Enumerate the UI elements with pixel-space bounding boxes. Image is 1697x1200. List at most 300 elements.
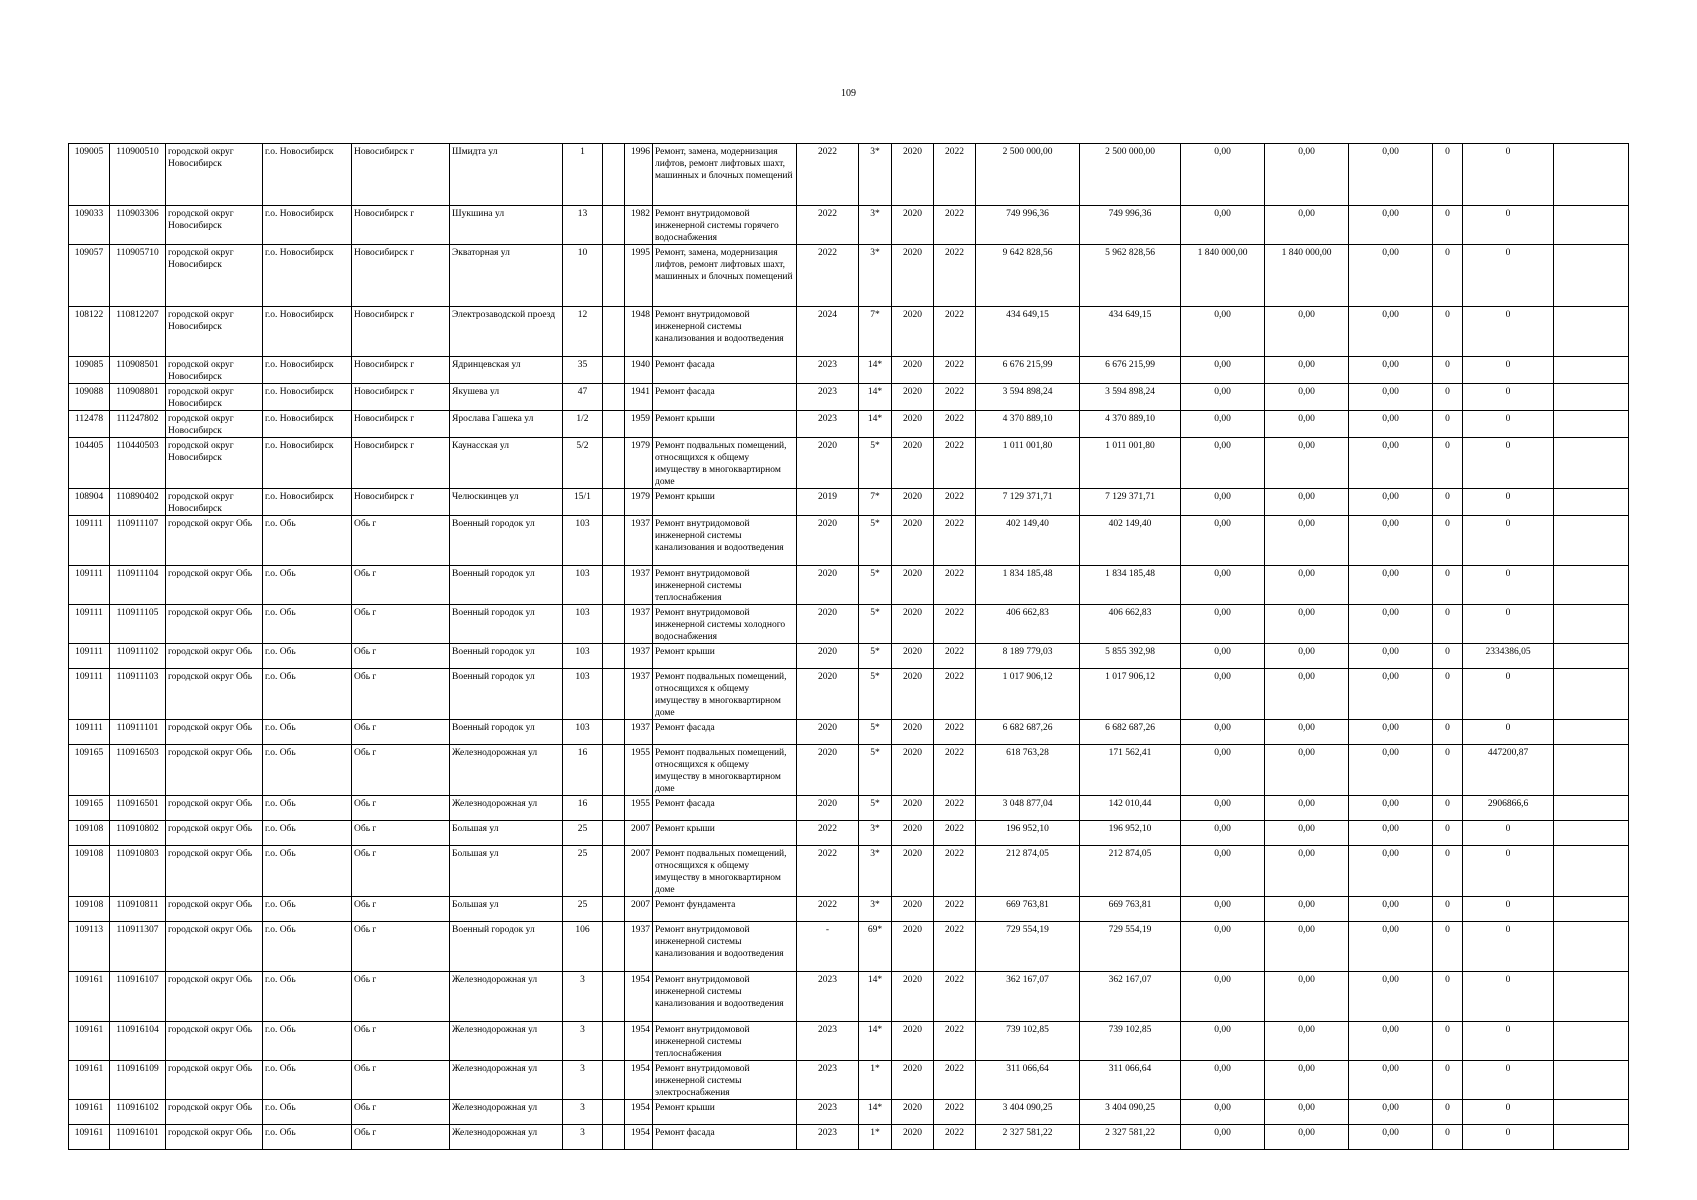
row-value-1: 0,00 — [1181, 206, 1265, 245]
row-value-3: 0,00 — [1349, 922, 1433, 972]
row-start-year: 2020 — [892, 1100, 934, 1125]
row-code: 111247802 — [110, 411, 166, 438]
row-extra — [603, 566, 625, 605]
row-value-2: 0,00 — [1265, 972, 1349, 1022]
row-total-cost: 402 149,40 — [976, 516, 1080, 566]
row-code: 110910802 — [110, 821, 166, 846]
row-plan-year: 2020 — [797, 605, 859, 644]
row-value-6 — [1554, 411, 1629, 438]
row-end-year: 2022 — [934, 720, 976, 745]
row-value-3: 0,00 — [1349, 516, 1433, 566]
row-value-4: 0 — [1433, 644, 1463, 669]
row-id: 109161 — [69, 1100, 110, 1125]
row-work-type: Ремонт фасада — [653, 384, 797, 411]
row-total-cost: 311 066,64 — [976, 1061, 1080, 1100]
row-value-3: 0,00 — [1349, 489, 1433, 516]
row-year-built: 1979 — [625, 489, 653, 516]
row-settlement: Новосибирск г — [352, 384, 450, 411]
row-street: Каунасская ул — [450, 438, 563, 489]
row-fund-cost: 362 167,07 — [1080, 972, 1181, 1022]
row-extra — [603, 720, 625, 745]
row-settlement: Обь г — [352, 1022, 450, 1061]
row-work-type: Ремонт фасада — [653, 796, 797, 821]
row-value-4: 0 — [1433, 745, 1463, 796]
row-id: 109033 — [69, 206, 110, 245]
row-code: 110916102 — [110, 1100, 166, 1125]
row-value-4: 0 — [1433, 1061, 1463, 1100]
row-extra — [603, 796, 625, 821]
row-value-5: 0 — [1463, 972, 1554, 1022]
row-house: 3 — [563, 972, 603, 1022]
row-value-4: 0 — [1433, 206, 1463, 245]
row-value-4: 0 — [1433, 669, 1463, 720]
row-value-5: 0 — [1463, 1061, 1554, 1100]
table-row — [69, 846, 1629, 897]
row-id: 109005 — [69, 144, 110, 206]
row-end-year: 2022 — [934, 1061, 976, 1100]
row-value-6 — [1554, 796, 1629, 821]
row-value-5: 2906866,6 — [1463, 796, 1554, 821]
row-id: 109108 — [69, 821, 110, 846]
row-house: 3 — [563, 1022, 603, 1061]
row-start-year: 2020 — [892, 411, 934, 438]
row-total-cost: 196 952,10 — [976, 821, 1080, 846]
row-fund-cost: 729 554,19 — [1080, 922, 1181, 972]
row-extra — [603, 1100, 625, 1125]
row-end-year: 2022 — [934, 897, 976, 922]
row-plan-year: 2020 — [797, 669, 859, 720]
row-house: 25 — [563, 846, 603, 897]
row-total-cost: 6 682 687,26 — [976, 720, 1080, 745]
row-value-4: 0 — [1433, 720, 1463, 745]
row-end-year: 2022 — [934, 644, 976, 669]
row-value-3: 0,00 — [1349, 438, 1433, 489]
row-year-built: 1937 — [625, 566, 653, 605]
row-street: Большая ул — [450, 897, 563, 922]
table-row — [69, 1100, 1629, 1125]
row-street: Военный городок ул — [450, 605, 563, 644]
row-value-6 — [1554, 357, 1629, 384]
row-house: 1/2 — [563, 411, 603, 438]
row-id: 109161 — [69, 972, 110, 1022]
row-value-6 — [1554, 1061, 1629, 1100]
row-street: Большая ул — [450, 821, 563, 846]
row-district: г.о. Новосибирск — [263, 438, 352, 489]
row-municipality: городской округ Обь — [166, 1061, 263, 1100]
row-house: 103 — [563, 669, 603, 720]
row-district: г.о. Новосибирск — [263, 357, 352, 384]
row-category: 14* — [859, 972, 892, 1022]
row-value-1: 0,00 — [1181, 922, 1265, 972]
row-work-type: Ремонт крыши — [653, 489, 797, 516]
table-row — [69, 516, 1629, 566]
row-code: 110916107 — [110, 972, 166, 1022]
row-year-built: 1940 — [625, 357, 653, 384]
row-value-5: 0 — [1463, 357, 1554, 384]
row-value-2: 1 840 000,00 — [1265, 245, 1349, 307]
row-start-year: 2020 — [892, 796, 934, 821]
row-fund-cost: 739 102,85 — [1080, 1022, 1181, 1061]
row-extra — [603, 821, 625, 846]
table-row — [69, 307, 1629, 357]
table-row — [69, 384, 1629, 411]
row-category: 5* — [859, 516, 892, 566]
row-value-2: 0,00 — [1265, 796, 1349, 821]
row-value-1: 0,00 — [1181, 566, 1265, 605]
row-value-4: 0 — [1433, 411, 1463, 438]
table-row — [69, 1061, 1629, 1100]
table-row — [69, 897, 1629, 922]
row-street: Ядринцевская ул — [450, 357, 563, 384]
row-district: г.о. Новосибирск — [263, 245, 352, 307]
row-code: 110910803 — [110, 846, 166, 897]
row-id: 109111 — [69, 644, 110, 669]
row-id: 109057 — [69, 245, 110, 307]
row-start-year: 2020 — [892, 605, 934, 644]
row-value-6 — [1554, 1022, 1629, 1061]
row-total-cost: 749 996,36 — [976, 206, 1080, 245]
row-value-1: 0,00 — [1181, 1125, 1265, 1150]
row-code: 110903306 — [110, 206, 166, 245]
row-work-type: Ремонт фундамента — [653, 897, 797, 922]
row-value-5: 0 — [1463, 411, 1554, 438]
row-total-cost: 669 763,81 — [976, 897, 1080, 922]
row-work-type: Ремонт, замена, модернизация лифтов, ремонт лифтовых шахт, машинных и блочных помещений — [653, 245, 797, 307]
row-id: 109111 — [69, 516, 110, 566]
row-fund-cost: 1 834 185,48 — [1080, 566, 1181, 605]
row-id: 109108 — [69, 846, 110, 897]
row-year-built: 1954 — [625, 972, 653, 1022]
row-fund-cost: 6 676 215,99 — [1080, 357, 1181, 384]
row-settlement: Новосибирск г — [352, 206, 450, 245]
row-value-1: 0,00 — [1181, 438, 1265, 489]
row-category: 1* — [859, 1061, 892, 1100]
row-year-built: 1937 — [625, 516, 653, 566]
row-fund-cost: 434 649,15 — [1080, 307, 1181, 357]
row-house: 103 — [563, 720, 603, 745]
row-start-year: 2020 — [892, 897, 934, 922]
row-settlement: Новосибирск г — [352, 489, 450, 516]
row-year-built: 2007 — [625, 821, 653, 846]
row-value-5: 0 — [1463, 669, 1554, 720]
row-work-type: Ремонт подвальных помещений, относящихся к общему имуществу в многоквартирном доме — [653, 745, 797, 796]
row-code: 110911103 — [110, 669, 166, 720]
row-fund-cost: 1 017 906,12 — [1080, 669, 1181, 720]
row-house: 12 — [563, 307, 603, 357]
row-district: г.о. Обь — [263, 796, 352, 821]
row-value-5: 0 — [1463, 245, 1554, 307]
row-extra — [603, 1061, 625, 1100]
row-fund-cost: 3 404 090,25 — [1080, 1100, 1181, 1125]
row-value-3: 0,00 — [1349, 644, 1433, 669]
row-id: 108904 — [69, 489, 110, 516]
row-district: г.о. Новосибирск — [263, 144, 352, 206]
row-municipality: городской округ Новосибирск — [166, 438, 263, 489]
row-work-type: Ремонт крыши — [653, 821, 797, 846]
row-value-4: 0 — [1433, 922, 1463, 972]
row-municipality: городской округ Обь — [166, 1100, 263, 1125]
row-category: 3* — [859, 897, 892, 922]
row-code: 110905710 — [110, 245, 166, 307]
row-total-cost: 8 189 779,03 — [976, 644, 1080, 669]
row-value-6 — [1554, 605, 1629, 644]
row-value-6 — [1554, 144, 1629, 206]
row-value-6 — [1554, 206, 1629, 245]
row-value-3: 0,00 — [1349, 357, 1433, 384]
row-value-2: 0,00 — [1265, 206, 1349, 245]
row-id: 109165 — [69, 745, 110, 796]
row-street: Железнодорожная ул — [450, 745, 563, 796]
row-total-cost: 4 370 889,10 — [976, 411, 1080, 438]
row-district: г.о. Обь — [263, 972, 352, 1022]
row-fund-cost: 6 682 687,26 — [1080, 720, 1181, 745]
row-value-1: 0,00 — [1181, 1022, 1265, 1061]
row-district: г.о. Обь — [263, 669, 352, 720]
table-row — [69, 669, 1629, 720]
row-value-1: 0,00 — [1181, 144, 1265, 206]
row-plan-year: 2022 — [797, 144, 859, 206]
row-work-type: Ремонт внутридомовой инженерной системы канализования и водоотведения — [653, 922, 797, 972]
row-category: 5* — [859, 796, 892, 821]
row-house: 103 — [563, 644, 603, 669]
row-settlement: Обь г — [352, 644, 450, 669]
row-plan-year: 2020 — [797, 644, 859, 669]
row-end-year: 2022 — [934, 922, 976, 972]
row-value-6 — [1554, 566, 1629, 605]
row-value-1: 0,00 — [1181, 489, 1265, 516]
row-value-4: 0 — [1433, 516, 1463, 566]
row-extra — [603, 411, 625, 438]
row-start-year: 2020 — [892, 644, 934, 669]
row-total-cost: 2 327 581,22 — [976, 1125, 1080, 1150]
row-district: г.о. Обь — [263, 720, 352, 745]
row-end-year: 2022 — [934, 605, 976, 644]
row-settlement: Новосибирск г — [352, 438, 450, 489]
row-settlement: Обь г — [352, 605, 450, 644]
row-value-6 — [1554, 821, 1629, 846]
row-value-2: 0,00 — [1265, 720, 1349, 745]
row-category: 7* — [859, 489, 892, 516]
row-category: 3* — [859, 846, 892, 897]
row-value-2: 0,00 — [1265, 821, 1349, 846]
row-year-built: 1937 — [625, 720, 653, 745]
row-plan-year: 2020 — [797, 516, 859, 566]
row-house: 5/2 — [563, 438, 603, 489]
row-work-type: Ремонт внутридомовой инженерной системы электроснабжения — [653, 1061, 797, 1100]
row-id: 109085 — [69, 357, 110, 384]
row-municipality: городской округ Обь — [166, 644, 263, 669]
row-work-type: Ремонт, замена, модернизация лифтов, ремонт лифтовых шахт, машинных и блочных помещений — [653, 144, 797, 206]
row-value-1: 0,00 — [1181, 897, 1265, 922]
table-row — [69, 245, 1629, 307]
row-settlement: Новосибирск г — [352, 307, 450, 357]
row-house: 25 — [563, 897, 603, 922]
row-house: 47 — [563, 384, 603, 411]
row-value-1: 0,00 — [1181, 605, 1265, 644]
row-street: Железнодорожная ул — [450, 1022, 563, 1061]
row-municipality: городской округ Обь — [166, 516, 263, 566]
row-year-built: 1937 — [625, 669, 653, 720]
row-street: Железнодорожная ул — [450, 972, 563, 1022]
row-settlement: Обь г — [352, 1100, 450, 1125]
row-value-5: 0 — [1463, 489, 1554, 516]
row-value-1: 0,00 — [1181, 1061, 1265, 1100]
row-category: 14* — [859, 384, 892, 411]
row-id: 109161 — [69, 1061, 110, 1100]
row-value-6 — [1554, 1100, 1629, 1125]
row-value-5: 0 — [1463, 144, 1554, 206]
row-settlement: Обь г — [352, 796, 450, 821]
row-year-built: 1941 — [625, 384, 653, 411]
row-end-year: 2022 — [934, 846, 976, 897]
row-year-built: 1979 — [625, 438, 653, 489]
row-start-year: 2020 — [892, 972, 934, 1022]
row-category: 14* — [859, 357, 892, 384]
row-extra — [603, 307, 625, 357]
row-street: Железнодорожная ул — [450, 1061, 563, 1100]
row-category: 5* — [859, 438, 892, 489]
row-value-3: 0,00 — [1349, 566, 1433, 605]
row-total-cost: 1 834 185,48 — [976, 566, 1080, 605]
row-settlement: Новосибирск г — [352, 245, 450, 307]
row-fund-cost: 1 011 001,80 — [1080, 438, 1181, 489]
row-code: 110916104 — [110, 1022, 166, 1061]
row-year-built: 1954 — [625, 1022, 653, 1061]
row-value-5: 0 — [1463, 438, 1554, 489]
row-value-5: 0 — [1463, 1022, 1554, 1061]
row-total-cost: 212 874,05 — [976, 846, 1080, 897]
row-value-5: 0 — [1463, 307, 1554, 357]
row-start-year: 2020 — [892, 1061, 934, 1100]
row-id: 109108 — [69, 897, 110, 922]
row-extra — [603, 669, 625, 720]
row-value-2: 0,00 — [1265, 897, 1349, 922]
row-category: 3* — [859, 206, 892, 245]
row-municipality: городской округ Новосибирск — [166, 357, 263, 384]
row-year-built: 2007 — [625, 897, 653, 922]
row-value-1: 0,00 — [1181, 384, 1265, 411]
row-work-type: Ремонт фасада — [653, 720, 797, 745]
row-value-6 — [1554, 922, 1629, 972]
row-street: Военный городок ул — [450, 644, 563, 669]
row-value-5: 0 — [1463, 516, 1554, 566]
table-row — [69, 206, 1629, 245]
row-category: 7* — [859, 307, 892, 357]
row-start-year: 2020 — [892, 516, 934, 566]
row-value-3: 0,00 — [1349, 720, 1433, 745]
row-value-1: 0,00 — [1181, 846, 1265, 897]
row-settlement: Обь г — [352, 821, 450, 846]
row-value-3: 0,00 — [1349, 1061, 1433, 1100]
row-settlement: Новосибирск г — [352, 144, 450, 206]
row-value-2: 0,00 — [1265, 307, 1349, 357]
row-category: 69* — [859, 922, 892, 972]
row-end-year: 2022 — [934, 438, 976, 489]
row-municipality: городской округ Обь — [166, 897, 263, 922]
row-value-2: 0,00 — [1265, 144, 1349, 206]
row-extra — [603, 745, 625, 796]
table-row — [69, 566, 1629, 605]
row-value-1: 0,00 — [1181, 796, 1265, 821]
row-total-cost: 1 017 906,12 — [976, 669, 1080, 720]
row-house: 15/1 — [563, 489, 603, 516]
row-plan-year: 2023 — [797, 972, 859, 1022]
row-end-year: 2022 — [934, 796, 976, 821]
row-plan-year: 2023 — [797, 1100, 859, 1125]
row-fund-cost: 2 500 000,00 — [1080, 144, 1181, 206]
table-row — [69, 411, 1629, 438]
row-id: 109111 — [69, 720, 110, 745]
row-street: Военный городок ул — [450, 566, 563, 605]
row-total-cost: 1 011 001,80 — [976, 438, 1080, 489]
row-code: 110440503 — [110, 438, 166, 489]
row-value-3: 0,00 — [1349, 307, 1433, 357]
row-settlement: Обь г — [352, 669, 450, 720]
row-value-5: 0 — [1463, 1100, 1554, 1125]
row-street: Большая ул — [450, 846, 563, 897]
row-id: 109088 — [69, 384, 110, 411]
row-value-3: 0,00 — [1349, 245, 1433, 307]
row-street: Якушева ул — [450, 384, 563, 411]
row-work-type: Ремонт внутридомовой инженерной системы теплоснабжения — [653, 566, 797, 605]
row-settlement: Новосибирск г — [352, 411, 450, 438]
row-value-2: 0,00 — [1265, 489, 1349, 516]
row-work-type: Ремонт крыши — [653, 1100, 797, 1125]
row-district: г.о. Новосибирск — [263, 206, 352, 245]
row-category: 14* — [859, 411, 892, 438]
row-value-1: 0,00 — [1181, 411, 1265, 438]
row-house: 3 — [563, 1061, 603, 1100]
row-municipality: городской округ Обь — [166, 605, 263, 644]
row-year-built: 1982 — [625, 206, 653, 245]
row-district: г.о. Обь — [263, 566, 352, 605]
row-settlement: Обь г — [352, 566, 450, 605]
row-category: 3* — [859, 821, 892, 846]
row-value-2: 0,00 — [1265, 516, 1349, 566]
row-start-year: 2020 — [892, 745, 934, 796]
row-value-6 — [1554, 846, 1629, 897]
row-plan-year: 2022 — [797, 897, 859, 922]
row-district: г.о. Обь — [263, 922, 352, 972]
row-value-3: 0,00 — [1349, 669, 1433, 720]
row-end-year: 2022 — [934, 144, 976, 206]
row-plan-year: 2023 — [797, 1125, 859, 1150]
row-district: г.о. Обь — [263, 1100, 352, 1125]
row-plan-year: 2022 — [797, 821, 859, 846]
row-year-built: 1955 — [625, 796, 653, 821]
row-extra — [603, 972, 625, 1022]
row-extra — [603, 245, 625, 307]
row-work-type: Ремонт фасада — [653, 1125, 797, 1150]
capital-repair-table — [68, 143, 1629, 1150]
row-start-year: 2020 — [892, 307, 934, 357]
row-id: 109113 — [69, 922, 110, 972]
row-start-year: 2020 — [892, 669, 934, 720]
row-id: 109165 — [69, 796, 110, 821]
row-extra — [603, 489, 625, 516]
row-value-4: 0 — [1433, 245, 1463, 307]
table-row — [69, 821, 1629, 846]
row-code: 110911101 — [110, 720, 166, 745]
row-end-year: 2022 — [934, 669, 976, 720]
row-value-2: 0,00 — [1265, 745, 1349, 796]
row-code: 110890402 — [110, 489, 166, 516]
row-id: 108122 — [69, 307, 110, 357]
row-total-cost: 434 649,15 — [976, 307, 1080, 357]
row-id: 109161 — [69, 1022, 110, 1061]
row-extra — [603, 438, 625, 489]
row-settlement: Обь г — [352, 972, 450, 1022]
